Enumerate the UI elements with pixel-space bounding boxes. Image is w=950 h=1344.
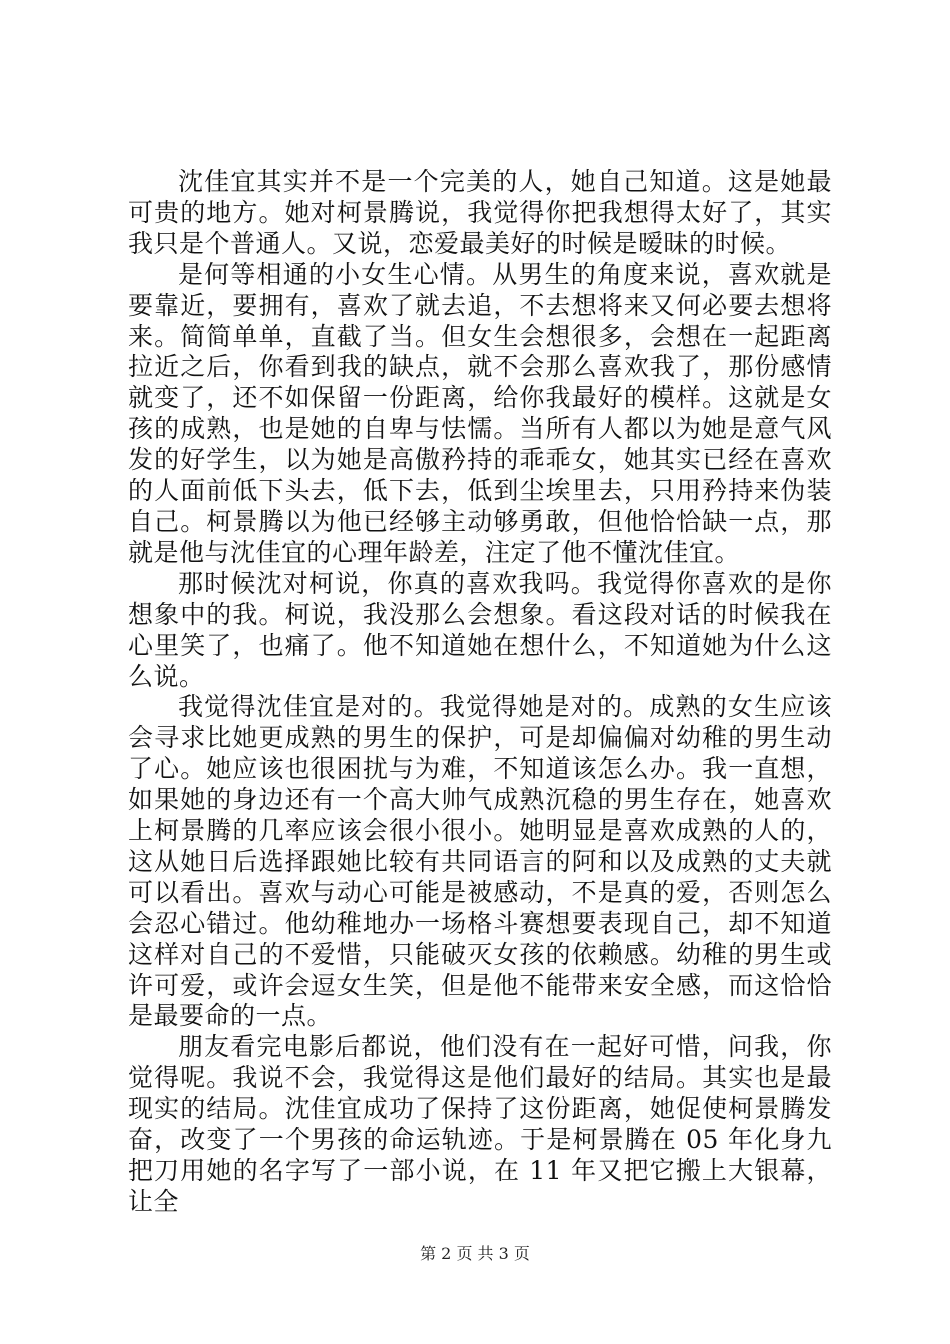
paragraph-4: 我觉得沈佳宜是对的。我觉得她是对的。成熟的女生应该会寻求比她更成熟的男生的保护，可是却偏偏对幼稚的男生动了心。她应该也很困扰与为难，不知道该怎么办。我一直想，如果她的身边还有一个高大帅气成熟沉稳的男生存在，她喜欢上柯景腾的几率应该会很小很小。她明显是喜欢成熟的人的，这从她日后选择跟她比较有共同语言的阿和以及成熟的丈夫就可以看出。喜欢与动心可能是被感动，不是真的爱，否则怎么会忍心错过。他幼稚地办一场格斗赛想要表现自己，却不知道这样对自己的不爱惜，只能破灭女孩的依赖感。幼稚的男生或许可爱，或许会逗女生笑，但是他不能带来安全感，而这恰恰是最要命的一点。 (128, 692, 832, 1031)
page-number-footer: 第 2 页 共 3 页 (420, 1244, 530, 1263)
paragraph-1: 沈佳宜其实并不是一个完美的人，她自己知道。这是她最可贵的地方。她对柯景腾说，我觉得你把我想得太好了，其实我只是个普通人。又说，恋爱最美好的时候是暧昧的时候。 (128, 167, 832, 258)
paragraph-5: 朋友看完电影后都说，他们没有在一起好可惜，问我，你觉得呢。我说不会，我觉得这是他们最好的结局。其实也是最现实的结局。沈佳宜成功了保持了这份距离，她促使柯景腾发奋，改变了一个男孩的命运轨迹。于是柯景腾在 05 年化身九把刀用她的名字写了一部小说，在 11 年又把它搬上大银幕，让全 (128, 1032, 832, 1216)
document-body (128, 167, 832, 1218)
paragraph-3: 那时候沈对柯说，你真的喜欢我吗。我觉得你喜欢的是你想象中的我。柯说，我没那么会想象。看这段对话的时候我在心里笑了，也痛了。他不知道她在想什么，不知道她为什么这么说。 (128, 568, 832, 691)
paragraph-2: 是何等相通的小女生心情。从男生的角度来说，喜欢就是要靠近，要拥有，喜欢了就去追，不去想将来又何必要去想将来。简简单单，直截了当。但女生会想很多，会想在一起距离拉近之后，你看到我的缺点，就不会那么喜欢我了，那份感情就变了，还不如保留一份距离，给你我最好的模样。这就是女孩的成熟，也是她的自卑与怯懦。当所有人都以为她是意气风发的好学生，以为她是高傲矜持的乖乖女，她其实已经在喜欢的人面前低下头去，低下去，低到尘埃里去，只用矜持来伪装自己。柯景腾以为他已经够主动够勇敢，但他恰恰缺一点，那就是他与沈佳宜的心理年龄差，注定了他不懂沈佳宜。 (128, 259, 832, 567)
